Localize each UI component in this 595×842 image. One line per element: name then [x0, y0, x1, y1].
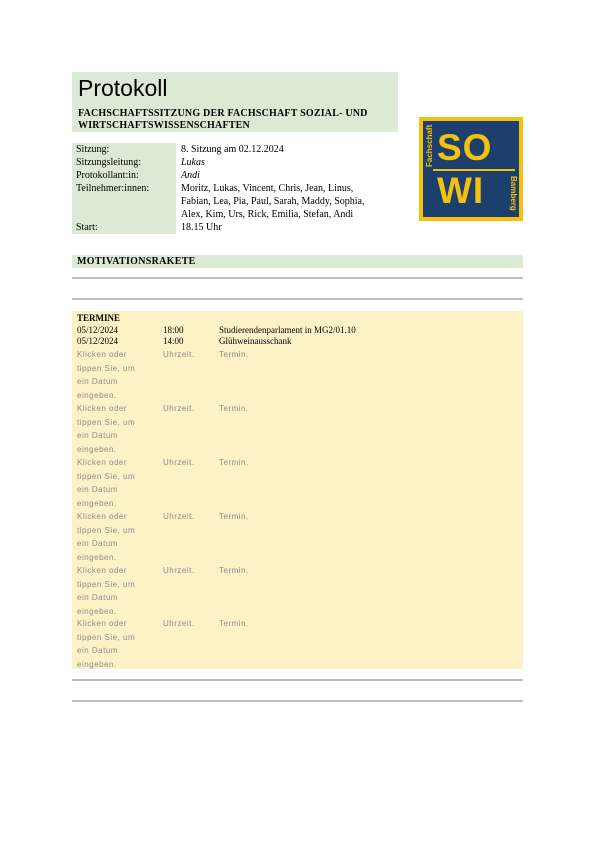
termin-time[interactable]: 14:00: [163, 336, 184, 346]
divider-4: [72, 700, 523, 702]
logo-left-text: Fachschaft: [425, 124, 434, 167]
date-placeholder[interactable]: Klicken oder tippen Sie, um ein Datum eingeben.: [77, 350, 136, 400]
termine-box: [72, 311, 523, 669]
leitung-value[interactable]: Lukas: [181, 157, 205, 168]
title-box: [72, 72, 398, 132]
time-placeholder[interactable]: Uhrzeit.: [163, 512, 195, 521]
time-placeholder[interactable]: Uhrzeit.: [163, 350, 195, 359]
meta-row-start: [72, 221, 398, 234]
subtitle-line-1: FACHSCHAFTSSITZUNG DER FACHSCHAFT SOZIAL- UND: [78, 108, 368, 119]
date-placeholder[interactable]: Klicken oder tippen Sie, um ein Datum eingeben.: [77, 458, 136, 508]
protokoll-value[interactable]: Andi: [181, 170, 200, 181]
term-placeholder[interactable]: Termin.: [219, 350, 249, 359]
meta-row-protokoll: [72, 169, 398, 182]
teilnehmer-line-1: Moritz, Lukas, Vincent, Chris, Jean, Linus,: [181, 183, 354, 194]
termin-text[interactable]: Glühweinausschank: [219, 336, 292, 346]
date-placeholder[interactable]: Klicken oder tippen Sie, um ein Datum eingeben.: [77, 619, 136, 669]
termin-text[interactable]: Studierendenparlament in MG2/01.10: [219, 325, 356, 335]
termin-date[interactable]: 05/12/2024: [77, 325, 119, 335]
subtitle-line-2: WIRTSCHAFTSWISSENSCHAFTEN: [78, 120, 250, 131]
time-placeholder[interactable]: Uhrzeit.: [163, 619, 195, 628]
term-placeholder[interactable]: Termin.: [219, 619, 249, 628]
start-label: Start:: [72, 221, 176, 234]
page-title: Protokoll: [78, 75, 168, 101]
term-placeholder[interactable]: Termin.: [219, 458, 249, 467]
teilnehmer-label: [72, 182, 176, 221]
meeting-info: [72, 143, 398, 234]
logo-top-letters: SO: [437, 127, 493, 168]
start-value[interactable]: 18.15 Uhr: [181, 222, 222, 233]
divider-3: [72, 679, 523, 681]
logo-inner: [423, 121, 519, 217]
time-placeholder[interactable]: Uhrzeit.: [163, 458, 195, 467]
meta-row-sitzung: [72, 143, 398, 156]
termin-time[interactable]: 18:00: [163, 325, 184, 335]
date-placeholder[interactable]: Klicken oder tippen Sie, um ein Datum eingeben.: [77, 512, 136, 562]
teilnehmer-value[interactable]: [176, 182, 398, 221]
date-placeholder[interactable]: Klicken oder tippen Sie, um ein Datum eingeben.: [77, 566, 136, 616]
sitzung-value[interactable]: 8. Sitzung am 02.12.2024: [181, 144, 284, 155]
logo-right-text: Bamberg: [509, 175, 518, 211]
term-placeholder[interactable]: Termin.: [219, 566, 249, 575]
date-placeholder[interactable]: Klicken oder tippen Sie, um ein Datum eingeben.: [77, 404, 136, 454]
teilnehmer-line-2: Fabian, Lea, Pia, Paul, Sarah, Maddy, Sophia,: [181, 196, 365, 207]
page-subtitle: [78, 108, 368, 132]
time-placeholder[interactable]: Uhrzeit.: [163, 404, 195, 413]
leitung-label: Sitzungsleitung:: [72, 156, 176, 169]
sitzung-label: Sitzung:: [72, 143, 176, 156]
termine-heading: TERMINE: [77, 313, 121, 323]
term-placeholder[interactable]: Termin.: [219, 512, 249, 521]
meta-row-teilnehmer: [72, 182, 398, 221]
meta-row-leitung: [72, 156, 398, 169]
term-placeholder[interactable]: Termin.: [219, 404, 249, 413]
termin-date[interactable]: 05/12/2024: [77, 336, 119, 346]
divider-1: [72, 277, 523, 279]
protokoll-label: Protokollant:in:: [72, 169, 176, 182]
logo-bottom-letters: WI: [437, 170, 485, 211]
sowi-logo: [419, 117, 523, 221]
teilnehmer-label-text: Teilnehmer:innen:: [76, 183, 150, 194]
time-placeholder[interactable]: Uhrzeit.: [163, 566, 195, 575]
teilnehmer-line-3: Alex, Kim, Urs, Rick, Emilia, Stefan, Andi: [181, 209, 354, 220]
section-heading-motivationsrakete: MOTIVATIONSRAKETE: [72, 255, 523, 268]
divider-2: [72, 298, 523, 300]
